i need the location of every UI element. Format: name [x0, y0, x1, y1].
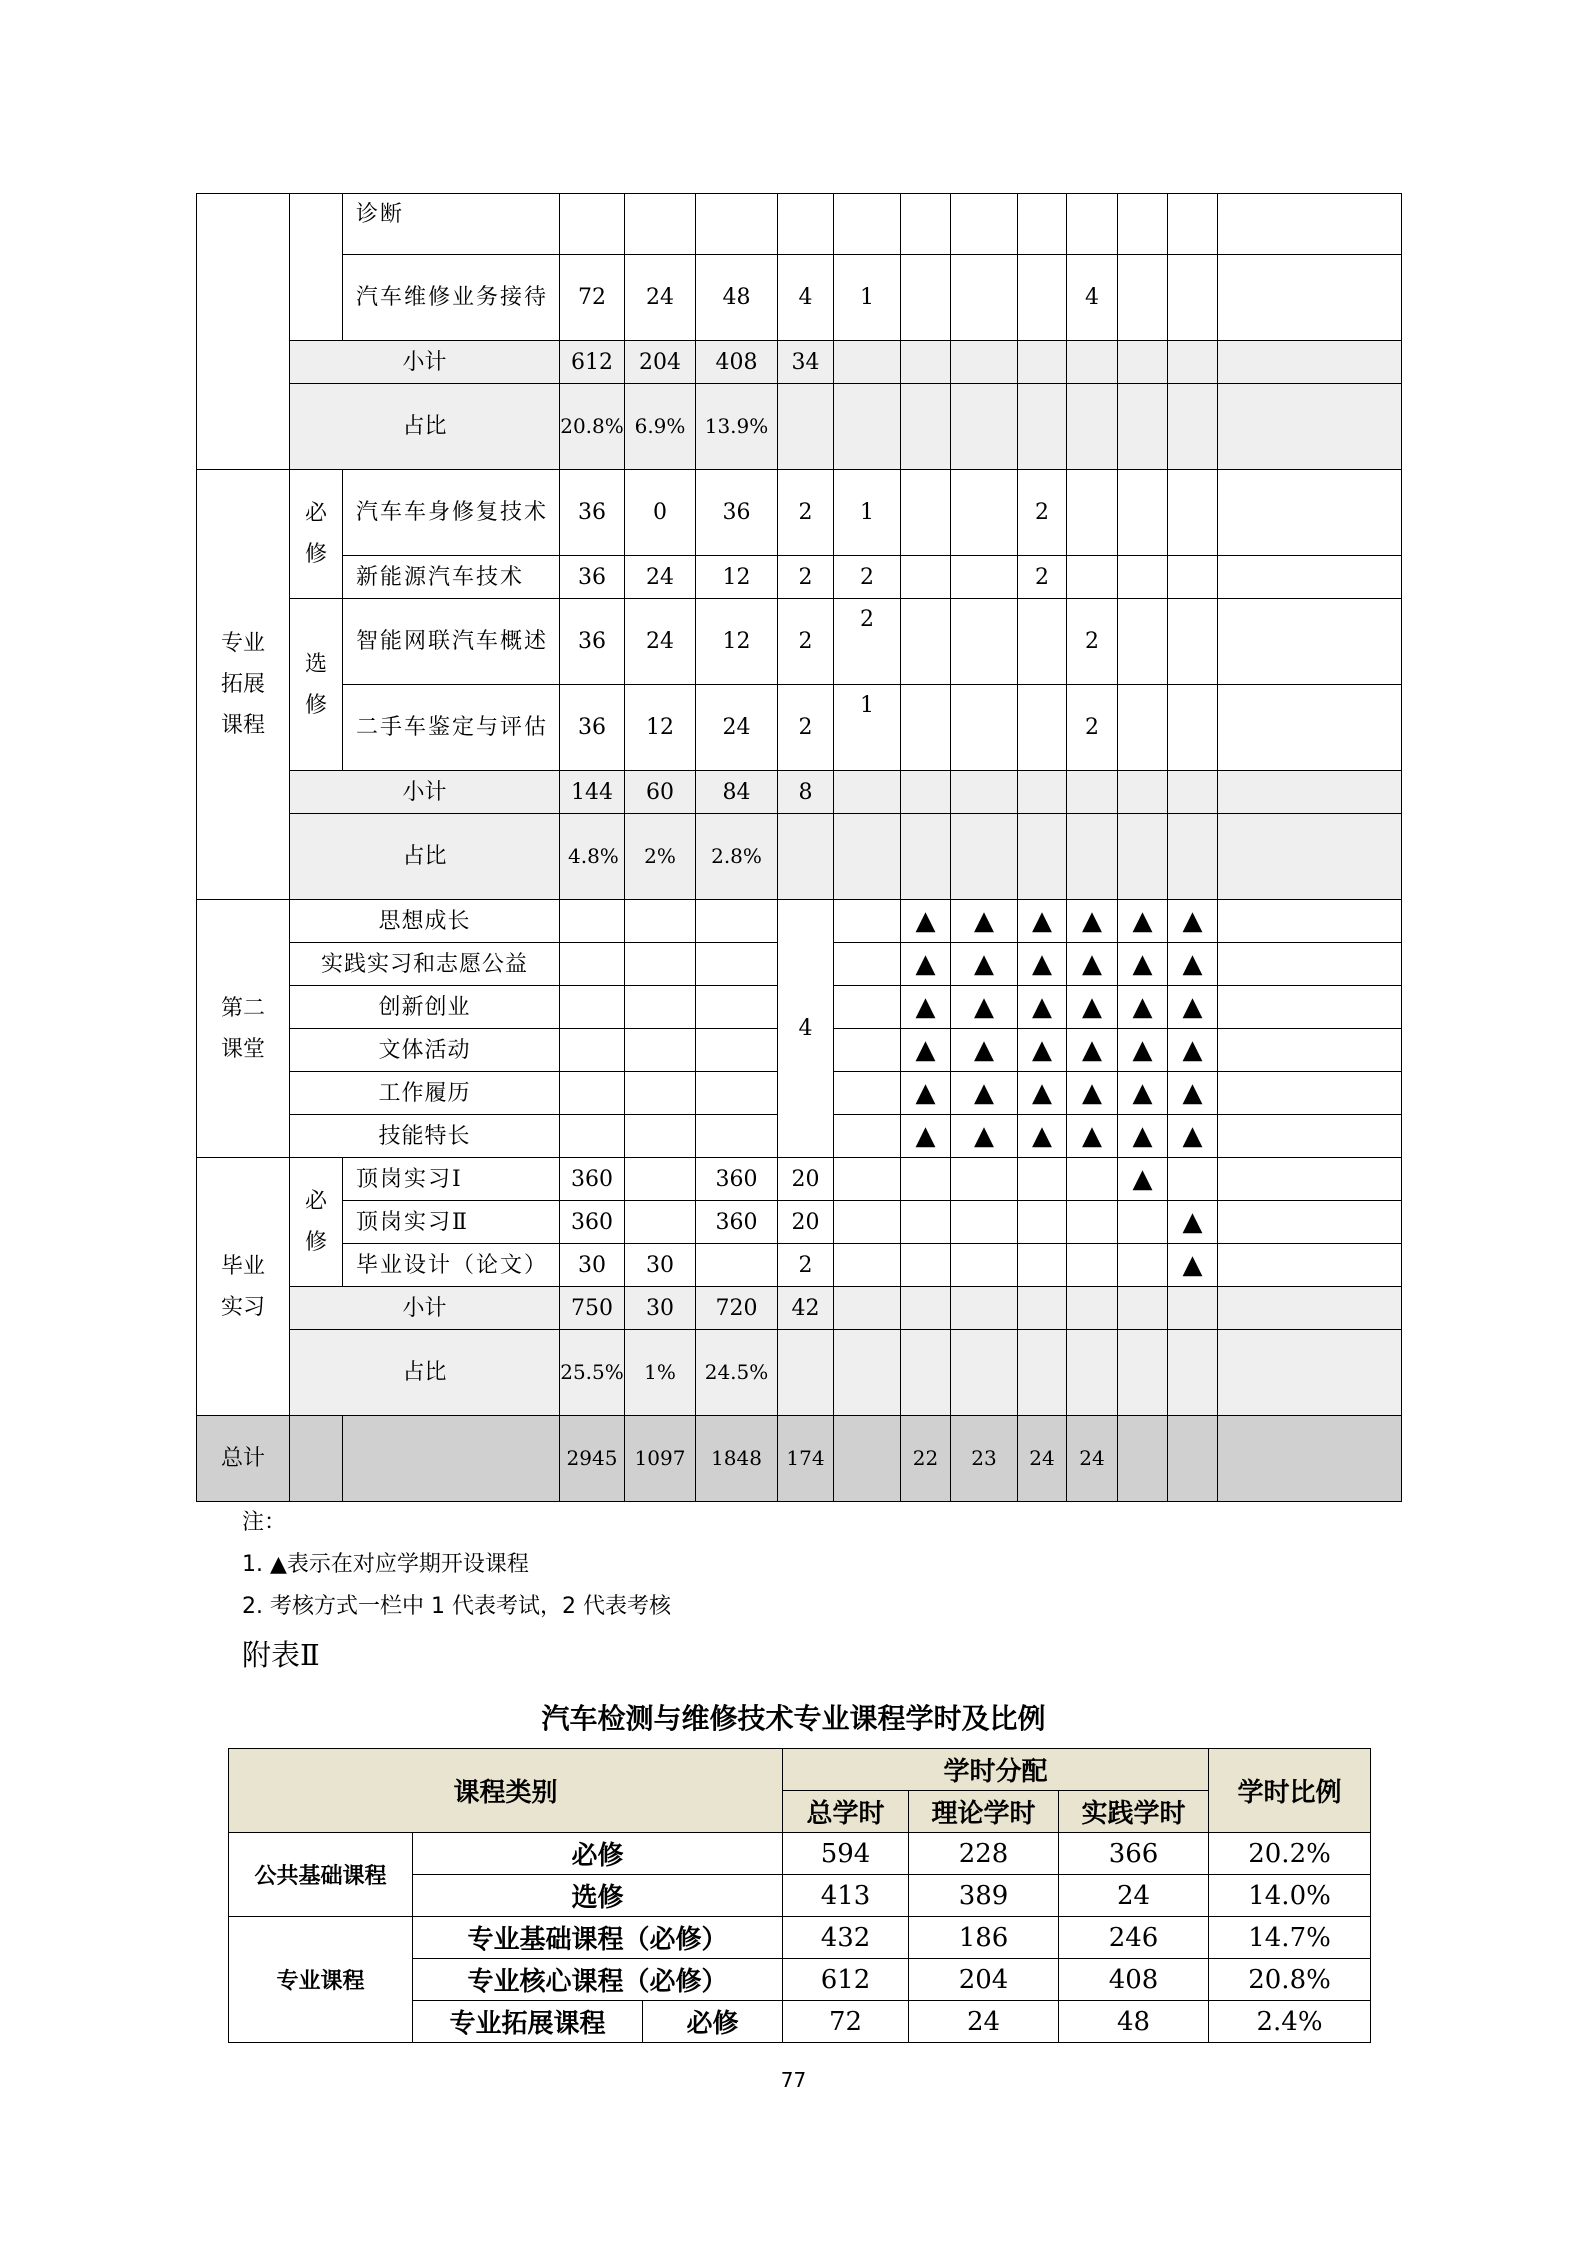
ratio-row: 占比 20.8% 6.9% 13.9%: [197, 384, 1402, 470]
table-row: 技能特长 ▲ ▲ ▲ ▲ ▲ ▲: [197, 1115, 1402, 1158]
major-category: 专业课程: [229, 1917, 413, 2043]
course-name: 新能源汽车技术: [343, 556, 560, 599]
activity-name: 实践实习和志愿公益: [290, 943, 560, 986]
total-hours-header: 总学时: [783, 1791, 909, 1833]
table-row: 毕业实习 必修 顶岗实习Ⅰ 360 360 20 ▲: [197, 1158, 1402, 1201]
course-name: 毕业设计（论文）: [343, 1244, 560, 1287]
table-row: 选修 413 389 24 14.0%: [229, 1875, 1371, 1917]
subtotal-row: 小计 750 30 720 42: [197, 1287, 1402, 1330]
note-1: 1. ▲表示在对应学期开设课程: [242, 1552, 529, 1577]
type-cell: [290, 194, 343, 341]
table-row: 顶岗实习Ⅱ 360 360 20 ▲: [197, 1201, 1402, 1244]
course-name: 顶岗实习Ⅰ: [343, 1158, 560, 1201]
elective-label: 选修: [290, 599, 343, 771]
category-header: 课程类别: [229, 1749, 783, 1833]
table-row: 专业课程 专业基础课程（必修） 432 186 246 14.7%: [229, 1917, 1371, 1959]
table-row: 二手车鉴定与评估 36 12 24 2 1 2: [197, 685, 1402, 771]
second-class-credit: 4: [778, 900, 834, 1158]
table-row: 汽车维修业务接待 72 24 48 4 1 4: [197, 255, 1402, 341]
subtotal-row: 小计 612 204 408 34: [197, 341, 1402, 384]
note-2: 2. 考核方式一栏中 1 代表考试，2 代表考核: [242, 1594, 671, 1619]
table-row: 新能源汽车技术 36 24 12 2 2 2: [197, 556, 1402, 599]
table-row: 第二课堂 思想成长 4 ▲ ▲ ▲ ▲ ▲ ▲: [197, 900, 1402, 943]
course-plan-table: [196, 193, 1402, 1502]
table2-title: 汽车检测与维修技术专业课程学时及比例: [541, 1702, 1046, 1735]
course-name: 诊断: [343, 194, 560, 255]
table-row: [197, 194, 1402, 255]
total-row: 总计 2945 1097 1848 174 22 23 24 24: [197, 1416, 1402, 1502]
ratio-row: 占比 4.8% 2% 2.8%: [197, 814, 1402, 900]
theory-hours-header: 理论学时: [909, 1791, 1059, 1833]
required-label: 必修: [290, 1158, 343, 1287]
course-name: 汽车维修业务接待: [343, 255, 560, 341]
table-row: 文体活动 ▲ ▲ ▲ ▲ ▲ ▲: [197, 1029, 1402, 1072]
notes-heading: 注：: [242, 1510, 287, 1535]
header-row: [229, 1749, 1371, 1791]
course-name: 顶岗实习Ⅱ: [343, 1201, 560, 1244]
activity-name: 思想成长: [290, 900, 560, 943]
category-grad: 毕业实习: [197, 1158, 290, 1416]
course-name: 汽车车身修复技术: [343, 470, 560, 556]
table-row: 专业拓展课程 必修 72 24 48 2.4%: [229, 2001, 1371, 2043]
table-row: 实践实习和志愿公益 ▲ ▲ ▲ ▲ ▲ ▲: [197, 943, 1402, 986]
appendix-label: 附表Ⅱ: [242, 1638, 320, 1672]
table-row: 工作履历 ▲ ▲ ▲ ▲ ▲ ▲: [197, 1072, 1402, 1115]
category-second: 第二课堂: [197, 900, 290, 1158]
activity-name: 文体活动: [290, 1029, 560, 1072]
course-name: 智能网联汽车概述: [343, 599, 560, 685]
table-row: 专业核心课程（必修） 612 204 408 20.8%: [229, 1959, 1371, 2001]
required-label: 必修: [290, 470, 343, 599]
table-row: 毕业设计（论文） 30 30 2 ▲: [197, 1244, 1402, 1287]
hours-ratio-table: [228, 1748, 1371, 2043]
course-name: 二手车鉴定与评估: [343, 685, 560, 771]
public-category: 公共基础课程: [229, 1833, 413, 1917]
table-row: 公共基础课程 必修 594 228 366 20.2%: [229, 1833, 1371, 1875]
table-row: 专业拓展课程 必修 汽车车身修复技术 36 0 36 2 1 2: [197, 470, 1402, 556]
hours-header: 学时分配: [783, 1749, 1209, 1791]
table-row: 选修 智能网联汽车概述 36 24 12 2 2 2: [197, 599, 1402, 685]
ratio-row: 占比 25.5% 1% 24.5%: [197, 1330, 1402, 1416]
ratio-header: 学时比例: [1209, 1749, 1371, 1833]
activity-name: 工作履历: [290, 1072, 560, 1115]
activity-name: 创新创业: [290, 986, 560, 1029]
category-cell: [197, 194, 290, 470]
activity-name: 技能特长: [290, 1115, 560, 1158]
page-number: 77: [780, 2068, 807, 2092]
practice-hours-header: 实践学时: [1059, 1791, 1209, 1833]
table-row: 创新创业 ▲ ▲ ▲ ▲ ▲ ▲: [197, 986, 1402, 1029]
subtotal-row: 小计 144 60 84 8: [197, 771, 1402, 814]
category-ext: 专业拓展课程: [197, 470, 290, 900]
